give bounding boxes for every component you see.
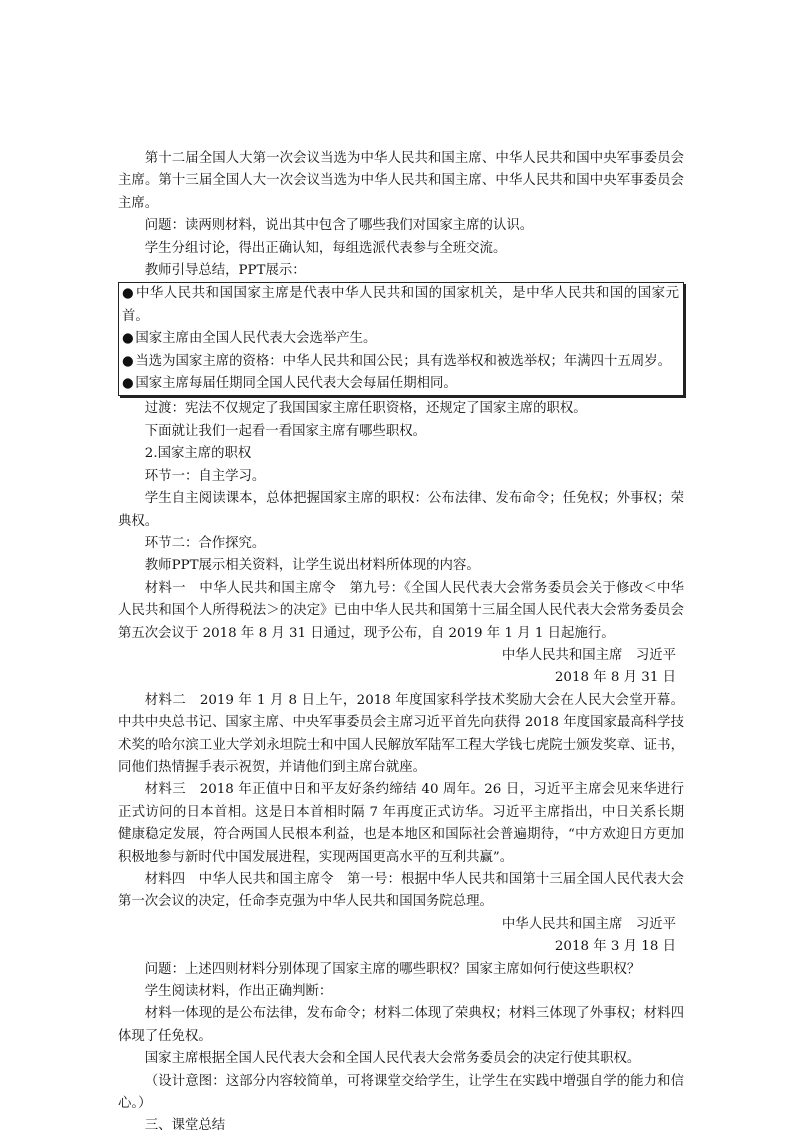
paragraph: 材料一体现的是公布法律，发布命令；材料二体现了荣典权；材料三体现了外事权；材料四体现了任免权。 bbox=[118, 1006, 684, 1044]
signature-date: 2018 年 8 月 31 日 bbox=[554, 670, 676, 686]
section-heading: 2.国家主席的职权 bbox=[144, 446, 252, 462]
paragraph: 环节二：合作探究。 bbox=[144, 535, 266, 551]
signature: 中华人民共和国主席 习近平 bbox=[501, 916, 676, 932]
box-item: ● 国家主席由全国人民代表大会选举产生。 bbox=[122, 328, 679, 350]
paragraph: 国家主席根据全国人民代表大会和全国人民代表大会常务委员会的决定行使其职权。 bbox=[144, 1051, 641, 1067]
material-paragraph: 材料三 2018 年正值中日和平友好条约缔结 40 周年。26 日，习近平主席会见来华进行正式访问的日本首相。这是日本首相时隔 7 年再度正式访华。习近平主席指出，中日关系长期健康稳定发展，符合两国人民根本利益，也是本地区和国际社会普遍期待，“中方欢迎日方更加积极地参与新时代中国发展进程，实现两国更高水平的互利共赢”。 bbox=[118, 782, 684, 865]
bullet-icon: ● bbox=[122, 353, 134, 369]
bullet-icon: ● bbox=[122, 286, 134, 302]
document-page bbox=[118, 148, 684, 1138]
paragraph: 第十二届全国人大第一次会议当选为中华人民共和国主席、中华人民共和国中央军事委员会主席。第十三届全国人大一次会议当选为中华人民共和国主席、中华人民共和国中央军事委员会主席。 bbox=[118, 151, 684, 211]
ppt-summary-box bbox=[118, 282, 684, 396]
bullet-icon: ● bbox=[122, 331, 134, 347]
paragraph: 教师PPT展示相关资料，让学生说出材料所体现的内容。 bbox=[144, 558, 480, 574]
material-paragraph: 材料二 2019 年 1 月 8 日上午，2018 年度国家科学技术奖励大会在人民大会堂开幕。中共中央总书记、国家主席、中央军事委员会主席习近平首先向获得 2018 年度国家最高科学技术奖的哈尔滨工业大学刘永坦院士和中国人民解放军陆军工程大学钱七虎院士颁发奖章、证书，同他们热情握手表示祝贺，并请他们到主席台就座。 bbox=[118, 692, 684, 775]
paragraph: 下面就让我们一起看一看国家主席有哪些职权。 bbox=[144, 423, 426, 439]
material-paragraph: 材料一 中华人民共和国主席令 第九号：《全国人民代表大会常务委员会关于修改＜中华人民共和国个人所得税法＞的决定》已由中华人民共和国第十三届全国人民代表大会常务委员会第五次会议于 2018 年 8 月 31 日通过，现予公布，自 2019 年 1 月 1 日起施行。 bbox=[118, 580, 684, 641]
box-item: ● 中华人民共和国国家主席是代表中华人民共和国的国家机关，是中华人民共和国的国家元首。 bbox=[122, 283, 679, 328]
paragraph: 教师引导总结，PPT展示： bbox=[144, 263, 306, 279]
paragraph: 学生分组讨论，得出正确认知，每组选派代表参与全班交流。 bbox=[144, 240, 507, 256]
box-item: ● 国家主席每届任期同全国人民代表大会每届任期相同。 bbox=[122, 373, 679, 395]
signature-date: 2018 年 3 月 18 日 bbox=[554, 939, 676, 955]
bullet-icon: ● bbox=[122, 376, 134, 392]
paragraph: 问题：读两则材料，说出其中包含了哪些我们对国家主席的认识。 bbox=[144, 218, 534, 234]
section-heading: 三、课堂总结 bbox=[144, 1118, 226, 1134]
signature: 中华人民共和国主席 习近平 bbox=[501, 647, 676, 663]
material-paragraph: 材料四 中华人民共和国主席令 第一号：根据中华人民共和国第十三届全国人民代表大会第一次会议的决定，任命李克强为中华人民共和国国务院总理。 bbox=[118, 872, 684, 910]
paragraph: 过渡：宪法不仅规定了我国国家主席任职资格，还规定了国家主席的职权。 bbox=[144, 401, 587, 417]
paragraph: 环节一：自主学习。 bbox=[144, 468, 266, 484]
box-item: ● 当选为国家主席的资格：中华人民共和国公民；具有选举权和被选举权；年满四十五周岁。 bbox=[122, 351, 679, 373]
paragraph: 问题：上述四则材料分别体现了国家主席的哪些职权？国家主席如何行使这些职权？ bbox=[144, 961, 641, 977]
design-note: （设计意图：这部分内容较简单，可将课堂交给学生，让学生在实践中增强自学的能力和信心。） bbox=[118, 1073, 684, 1112]
paragraph: 学生自主阅读课本，总体把握国家主席的职权：公布法律、发布命令；任免权；外事权；荣典权。 bbox=[118, 491, 684, 529]
paragraph: 学生阅读材料，作出正确判断： bbox=[144, 984, 333, 1000]
